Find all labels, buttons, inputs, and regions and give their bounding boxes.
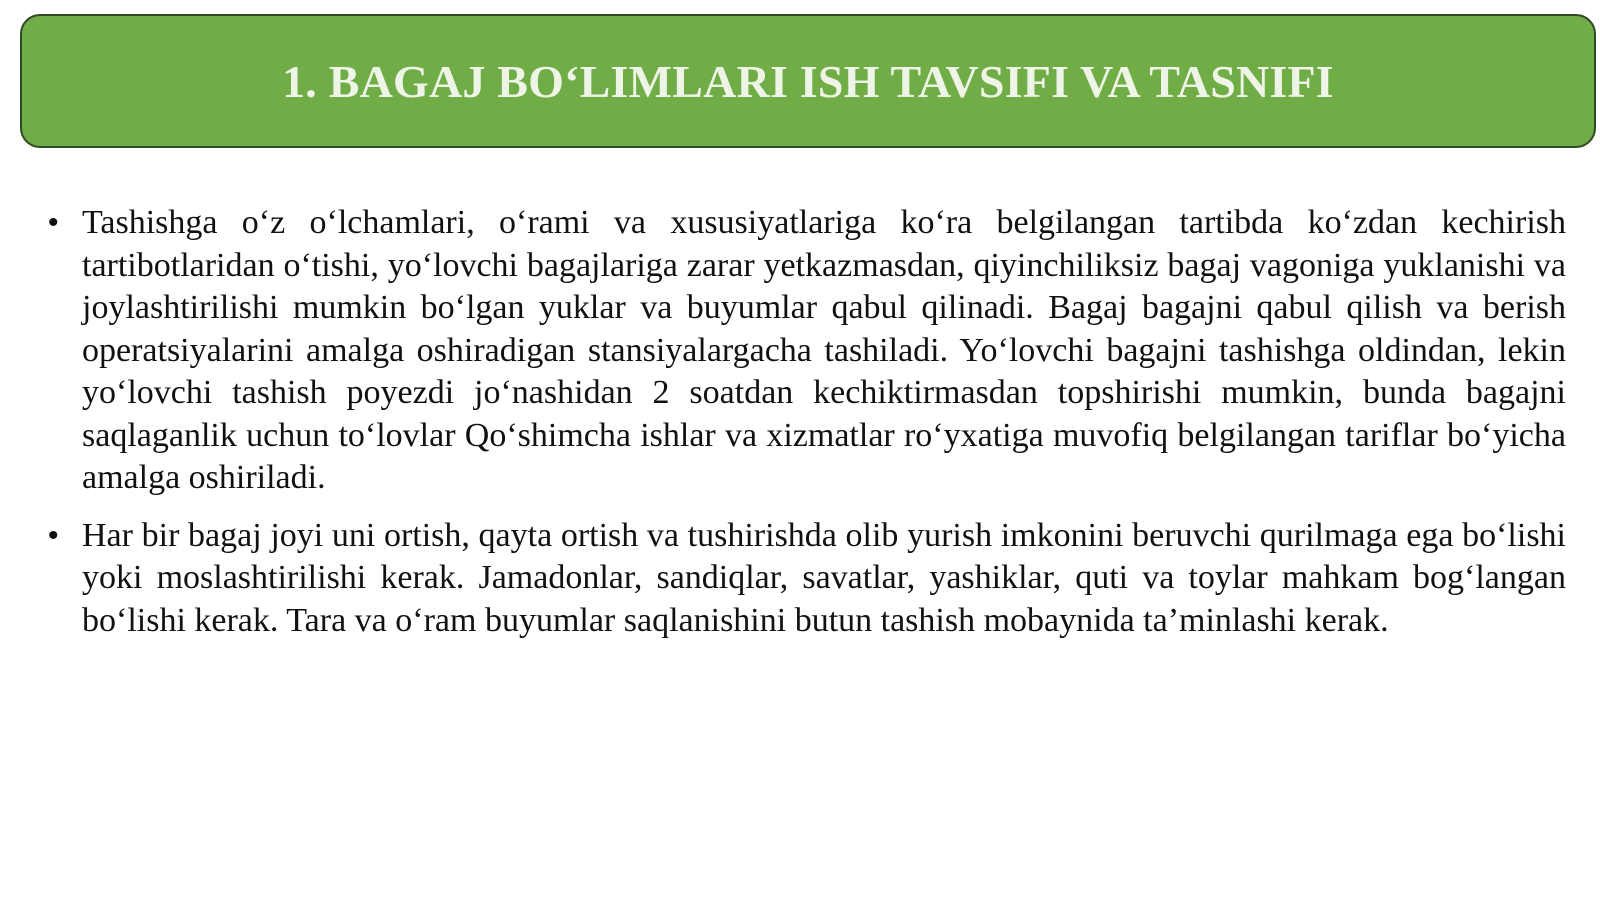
bullet-dot-icon: • [48,206,59,239]
bullet-text-2: Har bir bagaj joyi uni ortish, qayta ortish va tushirishda olib yurish imkonini beruvchi qurilmaga ega bo‘lishi yoki moslashtirilishi kerak. Jamadonlar, sandiqlar, savatlar, yashiklar, quti va toylar mahkam bog‘langan bo‘lishi kerak. Tara va o‘ram buyumlar saqlanishini butun tashish mobaynida ta’minlashi kerak. [82,516,1566,639]
bullet-dot-icon: • [48,518,59,552]
slide-content [48,202,1566,657]
bullet-list [48,202,1566,642]
slide-title: 1. BAGAJ BO‘LIMLARI ISH TAVSIFI VA TASNIFI [282,55,1334,107]
bullet-text-1: Tashishga o‘z o‘lchamlari, o‘rami va xususiyatlariga ko‘ra belgilangan tartibda ko‘zdan kechirish tartibotlaridan o‘tishi, yo‘lovchi bagajlariga zarar yetkazmasdan, qiyinchiliksiz bagaj vagoniga yuklanishi va joylashtirilishi mumkin bo‘lgan yuklar va buyumlar qabul qilinadi. Bagaj bagajni qabul qilish va berish operatsiyalarini amalga oshiradigan stansiyalargacha tashiladi. Yo‘lovchi bagajni tashishga oldindan, lekin yo‘lovchi tashish poyezdi jo‘nashidan 2 soatdan kechiktirmasdan topshirishi mumkin, bunda bagajni saqlaganlik uchun to‘lovlar Qo‘shimcha ishlar va xizmatlar ro‘yxatiga muvofiq belgilangan tariflar bo‘yicha amalga oshiriladi. [82,204,1566,496]
bullet-item-1 [48,202,1566,500]
bullet-item-2 [48,515,1566,643]
title-banner [20,14,1596,148]
